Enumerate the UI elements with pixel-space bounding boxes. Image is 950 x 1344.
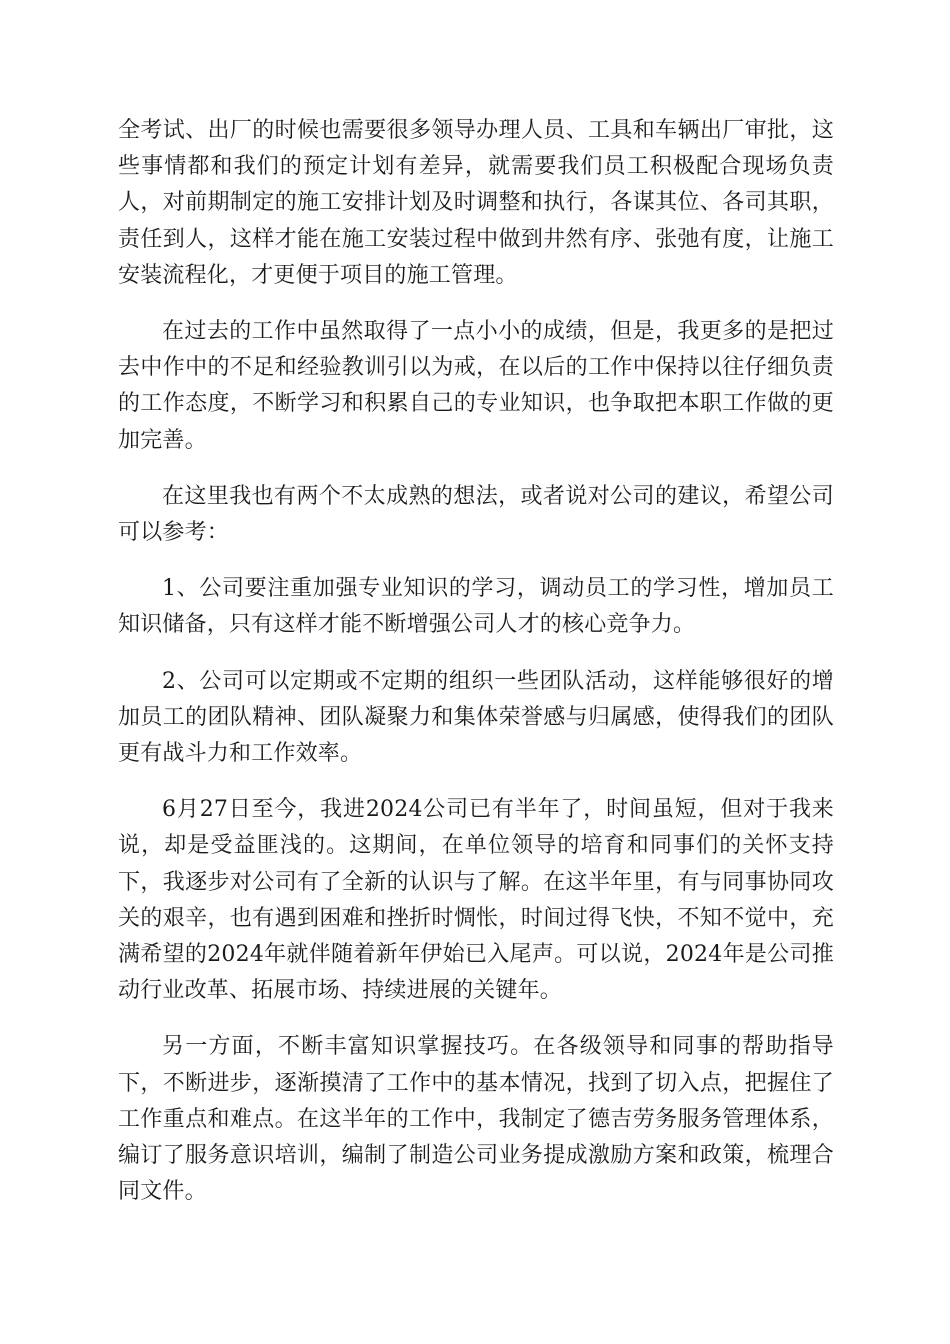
paragraph-3: 在这里我也有两个不太成熟的想法，或者说对公司的建议，希望公司可以参考： bbox=[118, 483, 834, 546]
paragraph-5: 2、公司可以定期或不定期的组织一些团队活动，这样能够很好的增加员工的团队精神、团队凝聚力和集体荣誉感与归属感，使得我们的团队更有战斗力和工作效率。 bbox=[118, 668, 834, 767]
paragraph-6: 6月27日至今，我进2024公司已有半年了，时间虽短，但对于我来说，却是受益匪浅的。这期间，在单位领导的培育和同事们的关怀支持下，我逐步对公司有了全新的认识与了解。在这半年里，有与同事协同攻关的艰辛，也有遇到困难和挫折时惆怅，时间过得飞快，不知不觉中，充满希望的2024年就伴随着新年伊始已入尾声。可以说，2024年是公司推动行业改革、拓展市场、持续进展的关键年。 bbox=[118, 797, 834, 1004]
paragraph-1: 全考试、出厂的时候也需要很多领导办理人员、工具和车辆出厂审批，这些事情都和我们的预定计划有差异，就需要我们员工积极配合现场负责人，对前期制定的施工安排计划及时调整和执行，各谋其位、各司其职，责任到人，这样才能在施工安装过程中做到井然有序、张弛有度，让施工安装流程化，才更便于项目的施工管理。 bbox=[118, 118, 834, 288]
paragraph-2: 在过去的工作中虽然取得了一点小小的成绩，但是，我更多的是把过去中作中的不足和经验教训引以为戒，在以后的工作中保持以往仔细负责的工作态度，不断学习和积累自己的专业知识，也争取把本职工作做的更加完善。 bbox=[118, 319, 834, 453]
paragraph-7: 另一方面，不断丰富知识掌握技巧。在各级领导和同事的帮助指导下，不断进步，逐渐摸清了工作中的基本情况，找到了切入点，把握住了工作重点和难点。在这半年的工作中，我制定了德吉劳务服务管理体系，编订了服务意识培训，编制了制造公司业务提成激励方案和政策，梳理合同文件。 bbox=[118, 1034, 834, 1205]
paragraph-4: 1、公司要注重加强专业知识的学习，调动员工的学习性，增加员工知识储备，只有这样才能不断增强公司人才的核心竞争力。 bbox=[118, 576, 834, 638]
document-body bbox=[118, 113, 834, 1230]
